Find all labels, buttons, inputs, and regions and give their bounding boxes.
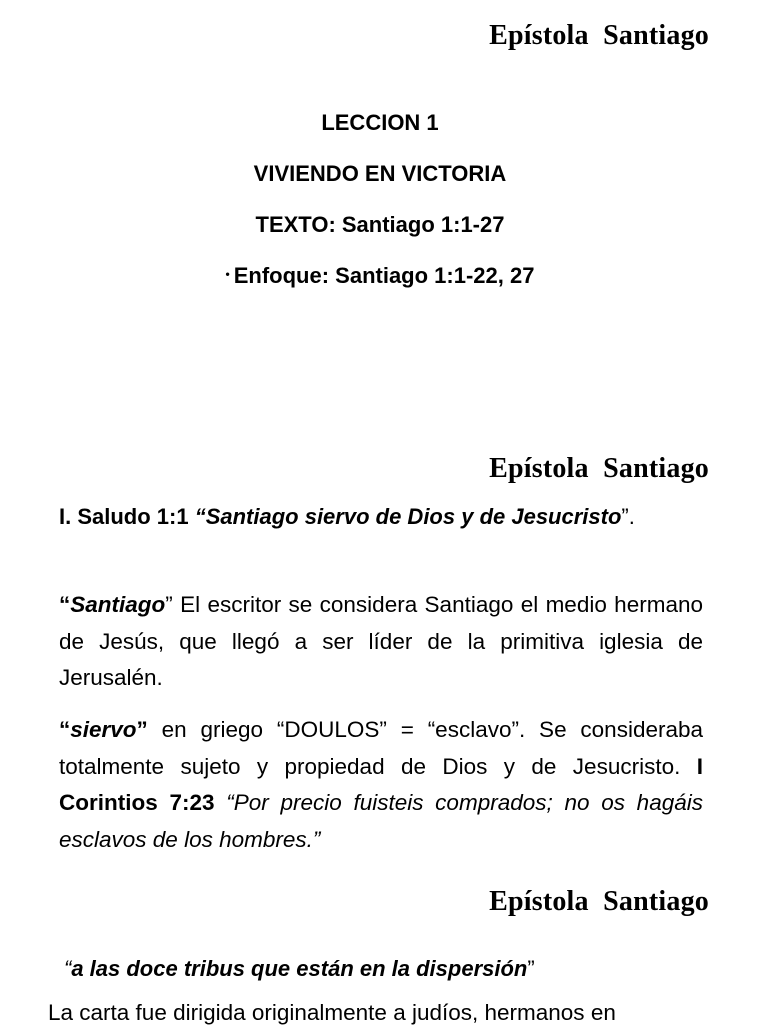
quote-mark: “ xyxy=(59,592,71,617)
paragraph-text: El escritor se considera Santiago el medio hermano de Jesús, que llegó a ser líder de la primitiva iglesia de Jerusalén. xyxy=(59,592,703,690)
lesson-text-reference: TEXTO: Santiago 1:1-27 xyxy=(255,212,505,237)
paragraph-text: en griego “DOULOS” = “esclavo”. Se consideraba totalmente sujeto y propiedad de Dios y de Jesucristo. xyxy=(59,717,703,779)
slide-header: Epístola Santiago xyxy=(489,453,709,484)
bible-quote: “Por precio fuisteis comprados; no os hagáis esclavos de los hombres.” xyxy=(59,790,703,852)
section-heading xyxy=(59,504,635,530)
slide-header: Epístola Santiago xyxy=(489,20,709,51)
bible-reference: I Corintios 7:23 xyxy=(59,753,703,815)
focus-text: Enfoque: Santiago 1:1-22, 27 xyxy=(233,263,535,288)
lesson-number: LECCION 1 xyxy=(321,110,439,135)
term-siervo: siervo xyxy=(70,717,137,742)
dispersion-quote xyxy=(64,956,535,982)
lesson-title: VIVIENDO EN VICTORIA xyxy=(253,161,507,186)
paragraph-siervo xyxy=(59,712,703,858)
quote-mark: ” xyxy=(527,956,535,981)
quote-text: a las doce tribus que están en la dispersión xyxy=(71,956,528,981)
quote-mark: ” xyxy=(165,592,173,617)
section-number: I. Saludo 1:1 xyxy=(59,504,195,529)
paragraph-santiago xyxy=(59,587,703,697)
quote-mark: ” xyxy=(136,717,148,742)
quote-mark: “ xyxy=(64,956,72,981)
bullet-icon: • xyxy=(225,267,230,281)
paragraph-cut-off: La carta fue dirigida originalmente a judíos, hermanos en xyxy=(48,1000,616,1025)
slide-header: Epístola Santiago xyxy=(489,886,709,917)
section-quote-end: ”. xyxy=(621,504,635,529)
focus-line xyxy=(0,263,760,289)
quote-mark: “ xyxy=(59,717,71,742)
section-quote: “Santiago siervo de Dios y de Jesucristo xyxy=(194,504,622,529)
term-santiago: Santiago xyxy=(70,592,166,617)
